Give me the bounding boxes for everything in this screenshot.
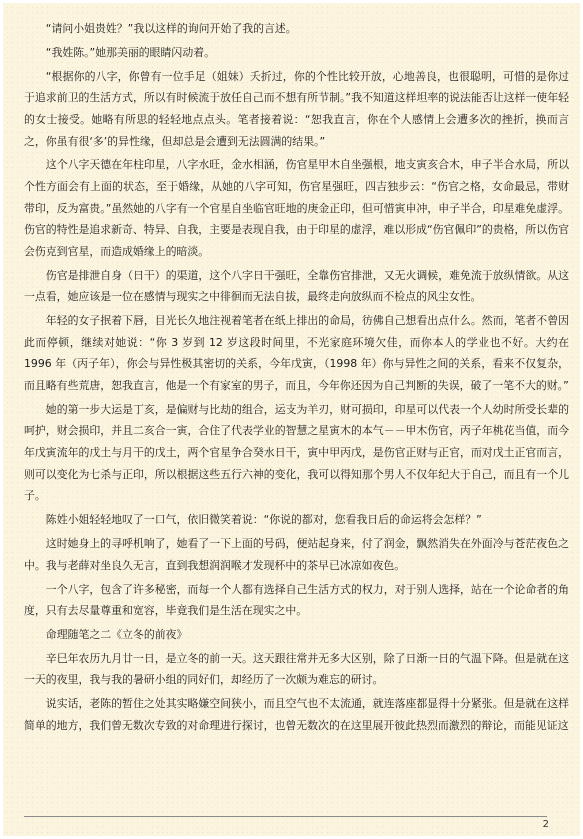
paragraph: 这时她身上的寻呼机响了，她看了一下上面的号码，便站起身来，付了润金，飘然消失在外面冷与苍茫夜色之中。我与老薛对坐良久无言，直到我想润润喉才发现杯中的茶早已冰凉如夜色。 <box>24 537 569 572</box>
paragraph: 陈姓小姐轻轻地叹了一口气，依旧微笑着说：“你说的都对，您看我日后的命运将会怎样？” <box>45 513 482 527</box>
body-text <box>24 18 569 739</box>
page-number: 2 <box>542 819 549 830</box>
paragraph: 辛巳年农历九月廿一日，是立冬的前一天。这天跟往常并无多大区别，除了日渐一日的气温下降。但是就在这一天的夜里，我与我的暑研小组的同好们，却经历了一次颇为难忘的研讨。 <box>24 651 569 687</box>
paragraph: 说实话，老陈的暂住之处其实略嫌空间狭小，而且空气也不太流通，就连落座都显得十分紧张。但是就在这样简单的地方，我们曾无数次专致的对命理进行探讨，也曾无数次的在这里展开彼此热烈而激烈的辩论，而能见证这 <box>24 697 569 732</box>
paragraph: “请问小姐贵姓？”我以这样的询问开始了我的言述。 <box>45 22 297 35</box>
paragraph: 这个八字天德在年柱印星，八字水旺，金水相涵，伤官星甲木自坐强根，地支寅亥合木，申子半合水局，所以个性方面会有上面的状态，至于婚缘，从她的八字可知，伤官星强旺，四吉独步云：“伤官之格，女命最忌，带财带印，反为富贵。”虽然她的八字有一个官星自坐临官旺地的庚金正印，但可惜寅申冲，申子半合，印星难免虚浮。伤官的特性是追求新奇、特异、自我，主要是表现自我，由于印星的虚浮，难以形成“伤官佩印”的贵格，所以伤官会伤克到官星，而造成婚缘上的暗淡。 <box>24 158 569 258</box>
paragraph: “根据你的八字，你曾有一位手足（姐妹）夭折过，你的个性比较开放，心地善良，也很聪明，可惜的是你过于追求前卫的生活方式，所以有时候流于放任自己而不想有所节制。”我不知道这样坦率的说法能否让这样一使年轻的女士接受。她略有所思的轻轻地点点头。笔者接着说：“恕我直言，你在个人感情上会遭多次的挫折，换而言之，你虽有很‘多’的异性缘，但却总是会遭到无法圆满的结果。” <box>24 69 569 148</box>
footer-divider <box>24 816 547 817</box>
paragraph: 一个八字，包含了许多秘密，而每一个人都有选择自己生活方式的权力，对于别人选择，站在一个论命者的角度，只有去尽量尊重和宽容，毕竟我们是生活在现实之中。 <box>24 582 569 618</box>
paragraph: 她的第一步大运是丁亥，是偏财与比劫的组合，运支为羊刃，财可损印，印星可以代表一个人幼时所受长辈的呵护，财会损印，并且二亥合一寅，合住了代表学业的智慧之星寅木的本气－－甲木伤官，丙子年桃花当值，而今年戊寅流年的戊土与月干的戊土，两个官星争合癸水日干，寅中甲丙戊，是伤官正财与正官，而对戊土正官而言，则可以变化为七杀与正印，所以根据这些五行六神的变化，我可以得知那个男人不仅年纪大于自己，而且有一个儿子。 <box>24 402 569 503</box>
paragraph: “我姓陈。”她那美丽的眼睛闪动着。 <box>45 45 215 59</box>
paragraph: 伤官是排泄自身（日干）的渠道，这个八字日干强旺，全靠伤官排泄，又无火调候，难免流于放纵情欲。从这一点看，她应该是一位在感情与现实之中徘徊而无法自拔，最终走向放纵而不检点的风尘女性。 <box>24 268 569 304</box>
paragraph: 年轻的女子抿着下唇，目光长久地注视着笔者在纸上排出的命局，彷佛自己想看出点什么。然而，笔者不曾因此而停顿，继续对她说：“你 3 岁到 12 岁这段时间里，不光家庭环境欠佳，而你本人的学业也不好。大约在 1996 年（丙子年），你会与异性极其密切的关系，今年戊寅，（1998 年）你与异性之间的关系，看来不仅复杂，而且略有些荒唐，恕我直言，他是一个有家室的男子，而且，今年你还因为自己判断的失误，破了一笔不大的财。” <box>24 314 569 392</box>
section-heading: 命理随笔之二《立冬的前夜》 <box>45 628 188 641</box>
